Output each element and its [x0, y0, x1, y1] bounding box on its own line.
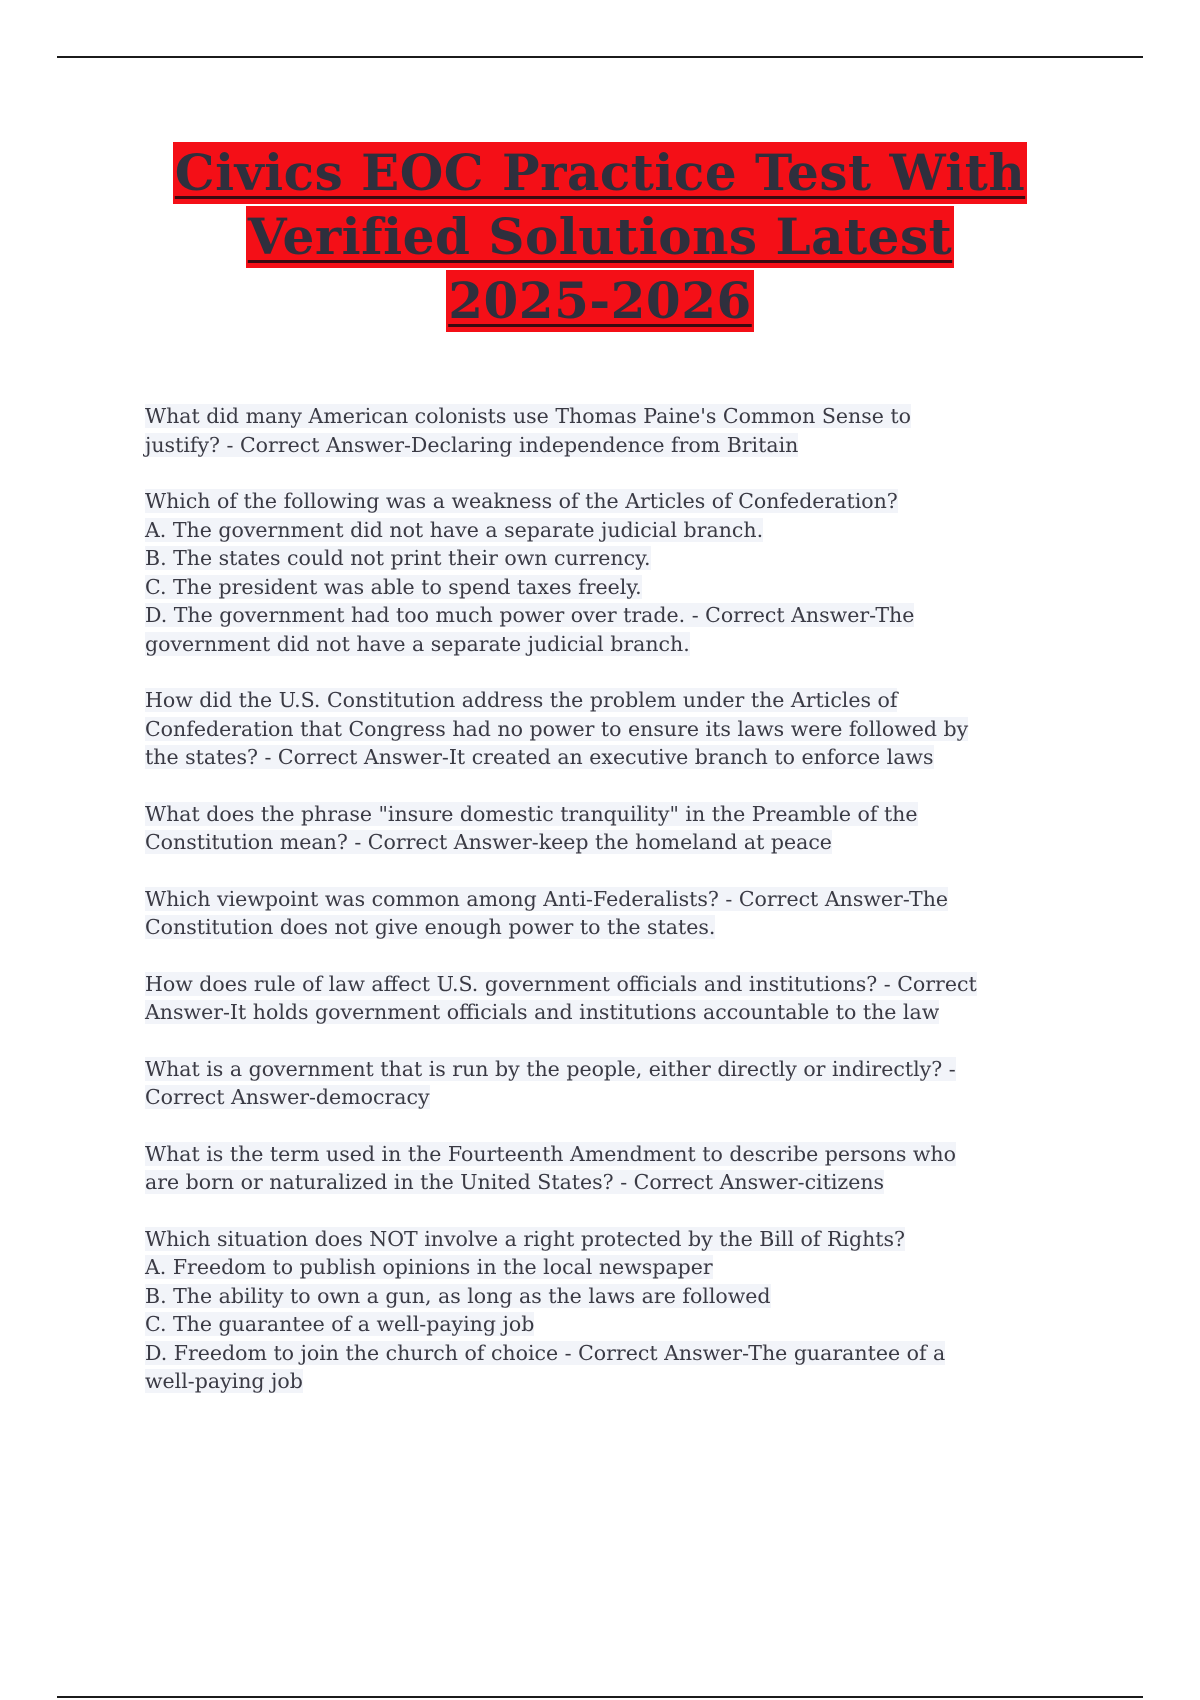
question-block	[145, 800, 1090, 857]
question-line	[145, 1310, 1090, 1339]
question-line-text: Confederation that Congress had no power to ensure its laws were followed by	[145, 716, 969, 741]
question-list	[145, 402, 1090, 1424]
question-line	[145, 998, 1090, 1027]
question-line-text: the states? - Correct Answer-It created an executive branch to enforce laws	[145, 745, 934, 769]
question-line	[145, 913, 1090, 942]
question-line	[145, 516, 1090, 545]
question-block	[145, 970, 1090, 1027]
question-block	[145, 686, 1090, 772]
question-line-text: Which viewpoint was common among Anti-Federalists? - Correct Answer-The	[145, 886, 949, 911]
question-line	[145, 1282, 1090, 1311]
question-line-text: A. Freedom to publish opinions in the local newspaper	[145, 1255, 713, 1279]
question-line	[145, 601, 1090, 630]
question-line	[145, 1367, 1090, 1396]
question-line-text: What did many American colonists use Thomas Paine's Common Sense to	[145, 404, 911, 428]
question-block	[145, 1055, 1090, 1112]
title-line-3: 2025-2026	[448, 271, 752, 330]
question-line-text: B. The states could not print their own currency.	[145, 546, 651, 570]
question-line	[145, 800, 1090, 829]
question-line-text: justify? - Correct Answer-Declaring independence from Britain	[145, 432, 799, 457]
question-line-text: How does rule of law affect U.S. government officials and institutions? - Correct	[145, 971, 977, 996]
question-line-text: A. The government did not have a separate judicial branch.	[145, 517, 764, 542]
question-line	[145, 828, 1090, 857]
question-line	[145, 402, 1090, 431]
document-title	[0, 142, 1200, 334]
question-line	[145, 686, 1090, 715]
question-line	[145, 970, 1090, 999]
question-line	[145, 1168, 1090, 1197]
question-line-text: What is a government that is run by the people, either directly or indirectly? -	[145, 1056, 956, 1081]
question-line	[145, 1140, 1090, 1169]
question-line	[145, 1083, 1090, 1112]
question-block	[145, 1140, 1090, 1197]
question-line-text: Answer-It holds government officials and institutions accountable to the law	[145, 1000, 940, 1024]
bottom-rule	[57, 1696, 1143, 1698]
question-line	[145, 431, 1090, 460]
question-line	[145, 1339, 1090, 1368]
question-line-text: What is the term used in the Fourteenth Amendment to describe persons who	[145, 1141, 956, 1166]
title-line-1: Civics EOC Practice Test With	[174, 143, 1026, 202]
top-rule	[57, 56, 1143, 58]
title-line-2: Verified Solutions Latest	[247, 207, 953, 266]
question-line	[145, 1055, 1090, 1084]
question-line	[145, 715, 1090, 744]
question-line-text: How did the U.S. Constitution address the problem under the Articles of	[145, 688, 898, 712]
question-line	[145, 544, 1090, 573]
question-line-text: C. The guarantee of a well-paying job	[145, 1312, 535, 1336]
question-line	[145, 1225, 1090, 1254]
question-line-text: C. The president was able to spend taxes freely.	[145, 574, 642, 599]
question-line-text: government did not have a separate judicial branch.	[145, 631, 690, 656]
question-block	[145, 402, 1090, 459]
question-line	[145, 573, 1090, 602]
question-line-text: well-paying job	[145, 1369, 303, 1393]
question-line	[145, 885, 1090, 914]
question-line-text: Constitution does not give enough power to the states.	[145, 915, 716, 939]
question-line-text: Constitution mean? - Correct Answer-keep the homeland at peace	[145, 830, 832, 854]
question-block	[145, 885, 1090, 942]
question-line	[145, 487, 1090, 516]
question-line-text: Correct Answer-democracy	[145, 1085, 430, 1109]
question-line-text: Which situation does NOT involve a right protected by the Bill of Rights?	[145, 1226, 906, 1251]
question-line	[145, 1253, 1090, 1282]
question-line	[145, 743, 1090, 772]
question-line-text: D. The government had too much power over trade. - Correct Answer-The	[145, 603, 915, 627]
question-line	[145, 630, 1090, 659]
question-line-text: B. The ability to own a gun, as long as the laws are followed	[145, 1283, 771, 1308]
question-line-text: D. Freedom to join the church of choice - Correct Answer-The guarantee of a	[145, 1340, 946, 1365]
question-line-text: What does the phrase "insure domestic tranquility" in the Preamble of the	[145, 801, 918, 826]
question-block	[145, 487, 1090, 658]
question-line-text: are born or naturalized in the United States? - Correct Answer-citizens	[145, 1170, 885, 1194]
question-line-text: Which of the following was a weakness of the Articles of Confederation?	[145, 489, 898, 513]
question-block	[145, 1225, 1090, 1396]
